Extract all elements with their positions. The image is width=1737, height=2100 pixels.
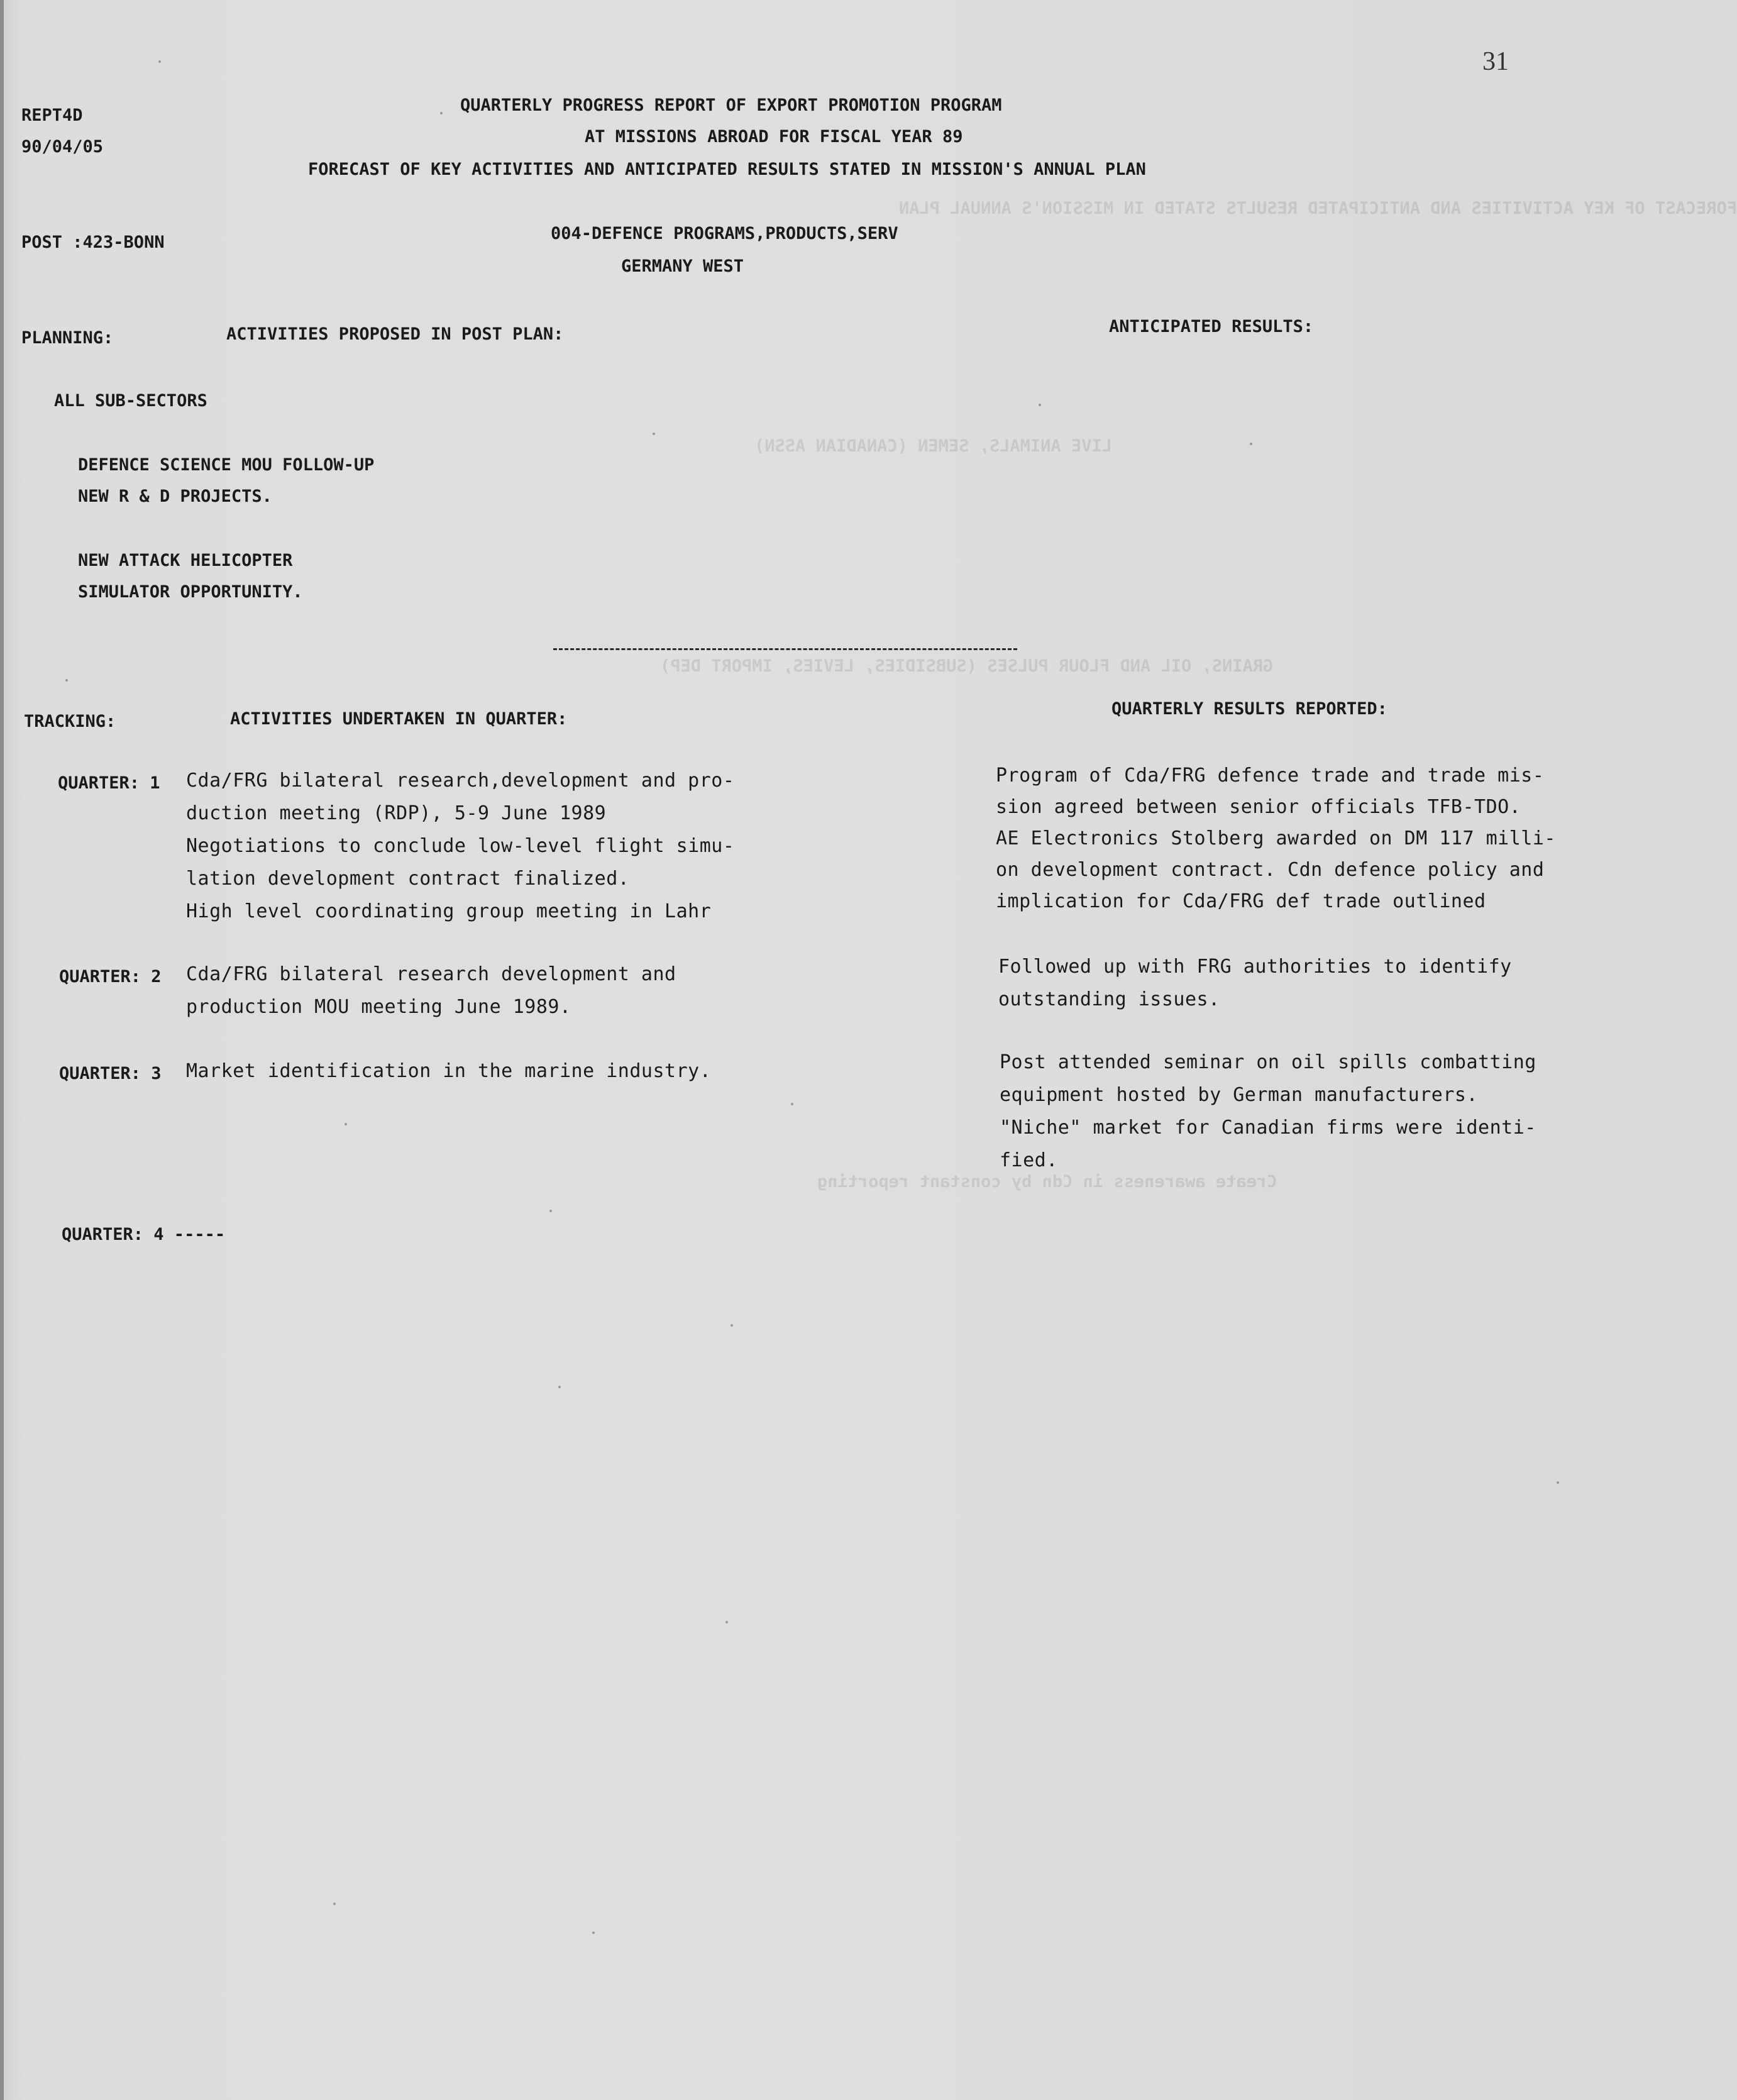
scan-speck bbox=[653, 433, 655, 435]
quarter-1-result-line: sion agreed between senior officials TFB-TDO. bbox=[996, 796, 1521, 818]
planning-results-heading: ANTICIPATED RESULTS: bbox=[1109, 317, 1314, 336]
tracking-activities-heading: ACTIVITIES UNDERTAKEN IN QUARTER: bbox=[230, 709, 568, 729]
quarter-2-label: QUARTER: 2 bbox=[59, 967, 162, 986]
report-code: REPT4D bbox=[21, 106, 83, 125]
quarter-1-result-line: Program of Cda/FRG defence trade and trade mis- bbox=[996, 765, 1545, 787]
quarter-2-activity-line: production MOU meeting June 1989. bbox=[186, 996, 571, 1018]
scan-speck bbox=[731, 1324, 733, 1327]
report-date: 90/04/05 bbox=[21, 137, 104, 157]
planned-activity-2-line1: NEW ATTACK HELICOPTER bbox=[78, 551, 293, 570]
scan-speck bbox=[725, 1621, 728, 1623]
quarter-1-activity-line: lation development contract finalized. bbox=[186, 868, 630, 890]
scan-speck bbox=[1250, 443, 1252, 445]
quarter-1-activity-line: High level coordinating group meeting in Lahr bbox=[186, 900, 712, 922]
tracking-label: TRACKING: bbox=[24, 712, 116, 731]
bleed-through-text: FORECAST OF KEY ACTIVITIES AND ANTICIPATED RESULTS STATED IN MISSION'S ANNUAL PLAN bbox=[899, 199, 1737, 218]
scan-speck bbox=[1557, 1481, 1559, 1484]
quarter-1-activity-line: Negotiations to conclude low-level flight simu- bbox=[186, 835, 735, 857]
quarter-1-result-line: on development contract. Cdn defence policy and bbox=[996, 859, 1545, 881]
scan-speck bbox=[791, 1103, 793, 1105]
scan-speck bbox=[333, 1903, 336, 1905]
scan-speck bbox=[549, 1210, 552, 1212]
sub-sector-label: ALL SUB-SECTORS bbox=[54, 391, 207, 411]
report-title-line1: QUARTERLY PROGRESS REPORT OF EXPORT PROMOTION PROGRAM bbox=[460, 96, 1002, 115]
program-name: 004-DEFENCE PROGRAMS,PRODUCTS,SERV bbox=[551, 224, 898, 243]
report-title-line3: FORECAST OF KEY ACTIVITIES AND ANTICIPATED RESULTS STATED IN MISSION'S ANNUAL PLAN bbox=[308, 160, 1146, 179]
planning-activities-heading: ACTIVITIES PROPOSED IN POST PLAN: bbox=[226, 324, 564, 344]
planned-activity-1-line2: NEW R & D PROJECTS. bbox=[78, 487, 272, 506]
quarter-3-result-line: equipment hosted by German manufacturers. bbox=[1000, 1084, 1479, 1106]
bleed-through-text: GRAINS, OIL AND FLOUR PULSES (SUBSIDIES, LEVIES, IMPORT DEP) bbox=[660, 656, 1274, 676]
quarter-3-result-line: Post attended seminar on oil spills combatting bbox=[1000, 1051, 1536, 1073]
scan-speck bbox=[592, 1931, 595, 1934]
quarter-3-activity-line: Market identification in the marine industry. bbox=[186, 1060, 712, 1082]
quarter-1-activity-line: Cda/FRG bilateral research,development and pro- bbox=[186, 770, 735, 792]
planned-activity-1-line1: DEFENCE SCIENCE MOU FOLLOW-UP bbox=[78, 455, 375, 475]
bleed-through-text: LIVE ANIMALS, SEMEN (CANADIAN ASSN) bbox=[754, 436, 1112, 456]
quarter-3-result-line: "Niche" market for Canadian firms were identi- bbox=[1000, 1117, 1536, 1139]
quarter-3-result-line: fied. bbox=[1000, 1149, 1058, 1171]
quarter-1-result-line: implication for Cda/FRG def trade outlined bbox=[996, 890, 1486, 912]
quarter-1-label: QUARTER: 1 bbox=[58, 773, 160, 793]
scan-speck bbox=[65, 679, 68, 682]
planning-label: PLANNING: bbox=[21, 328, 114, 348]
post-identifier: POST :423-BONN bbox=[21, 233, 165, 252]
scan-speck bbox=[558, 1386, 561, 1388]
quarter-2-result-line: outstanding issues. bbox=[998, 988, 1220, 1010]
scan-speck bbox=[440, 112, 443, 114]
planned-activity-2-line2: SIMULATOR OPPORTUNITY. bbox=[78, 582, 303, 602]
page-number: 31 bbox=[1482, 47, 1509, 76]
quarter-1-result-line: AE Electronics Stolberg awarded on DM 117 milli- bbox=[996, 827, 1556, 849]
quarter-1-activity-line: duction meeting (RDP), 5-9 June 1989 bbox=[186, 802, 607, 824]
quarter-2-result-line: Followed up with FRG authorities to identify bbox=[998, 956, 1512, 978]
bleed-through-text: Create awareness in Cdn by constant reporting bbox=[817, 1172, 1277, 1191]
quarter-2-activity-line: Cda/FRG bilateral research development and bbox=[186, 963, 676, 985]
quarter-4-label: QUARTER: 4 ----- bbox=[62, 1225, 226, 1244]
scan-speck bbox=[158, 60, 161, 63]
page-edge-shadow bbox=[0, 0, 4, 2100]
tracking-results-heading: QUARTERLY RESULTS REPORTED: bbox=[1111, 699, 1387, 719]
quarter-3-label: QUARTER: 3 bbox=[59, 1064, 162, 1083]
section-separator bbox=[553, 648, 1017, 650]
scan-speck bbox=[1039, 404, 1041, 406]
report-title-line2: AT MISSIONS ABROAD FOR FISCAL YEAR 89 bbox=[585, 127, 963, 146]
country-name: GERMANY WEST bbox=[621, 257, 744, 276]
scan-speck bbox=[345, 1123, 347, 1125]
